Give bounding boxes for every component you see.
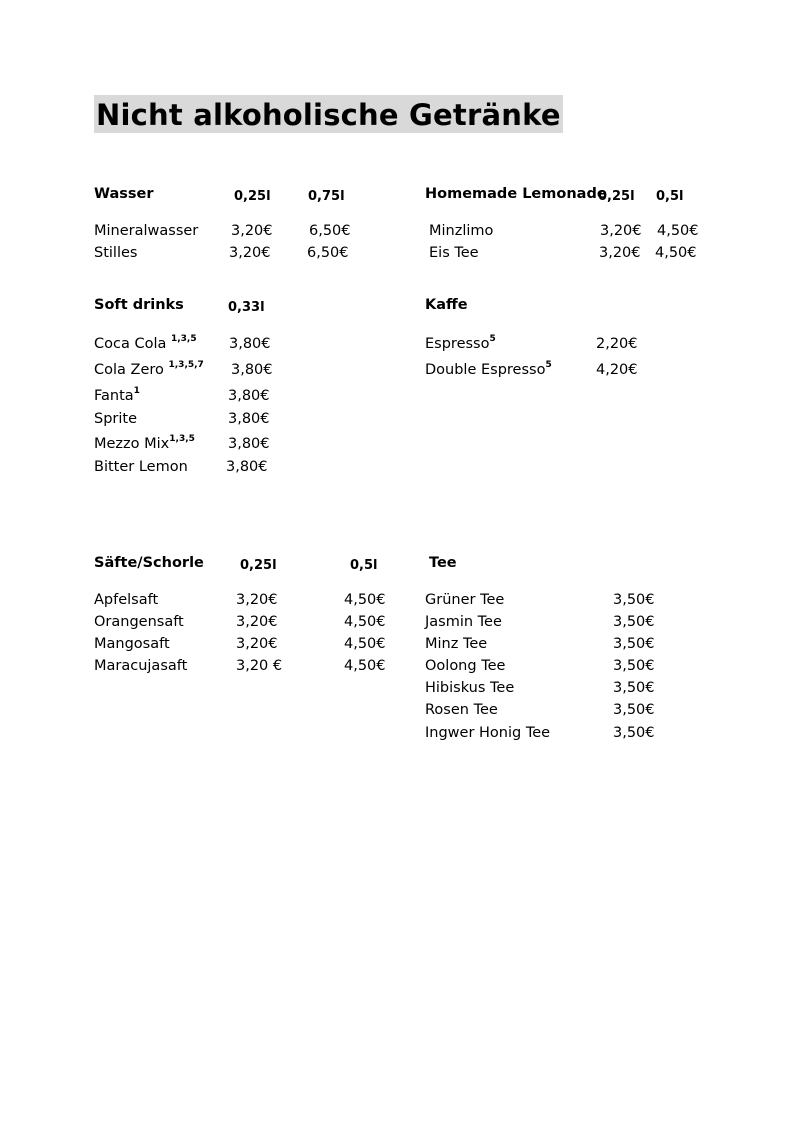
- allergen-codes: 1,3,5: [170, 334, 197, 344]
- allergen-codes: 5: [489, 334, 496, 344]
- menu-item-price: 3,80€: [228, 411, 270, 427]
- menu-item-price: 3,20€: [236, 636, 278, 652]
- section-heading-lemonade: Homemade Lemonade: [425, 186, 607, 202]
- menu-item-price: 3,50€: [613, 725, 655, 741]
- menu-item-name: Mangosaft: [94, 636, 170, 652]
- menu-item-name: Ingwer Honig Tee: [425, 725, 551, 741]
- menu-item-price: 4,50€: [655, 245, 697, 261]
- menu-item-price: 6,50€: [307, 245, 349, 261]
- menu-item-name: Eis Tee: [429, 245, 479, 261]
- volume-header: 0,25l: [240, 558, 277, 573]
- menu-item-price: 3,50€: [613, 592, 655, 608]
- menu-item-price: 3,80€: [226, 459, 268, 475]
- menu-item-name: Coca Cola $^{1,3,5}$: [94, 334, 197, 352]
- menu-item-price: 4,20€: [596, 362, 638, 378]
- menu-item-price: 3,20 €: [236, 658, 283, 674]
- menu-item-price: 3,20€: [231, 223, 273, 239]
- menu-item-name: Rosen Tee: [425, 702, 498, 718]
- menu-item-price: 3,20€: [236, 614, 278, 630]
- menu-item-price: 3,20€: [236, 592, 278, 608]
- menu-item-price: 4,50€: [344, 592, 386, 608]
- menu-item-price: 2,20€: [596, 336, 638, 352]
- menu-item-price: 4,50€: [657, 223, 699, 239]
- section-heading-tee: Tee: [429, 555, 457, 571]
- allergen-codes: 1: [133, 386, 140, 396]
- menu-item-price: 4,50€: [344, 614, 386, 630]
- menu-item-price: 3,80€: [228, 436, 270, 452]
- menu-item-price: 3,50€: [613, 658, 655, 674]
- menu-item-name: Mineralwasser: [94, 223, 199, 239]
- menu-item-name: Minz Tee: [425, 636, 488, 652]
- menu-item-name: Apfelsaft: [94, 592, 159, 608]
- volume-header: 0,5l: [656, 189, 684, 204]
- menu-item-name: Stilles: [94, 245, 138, 261]
- menu-item-name: Orangensaft: [94, 614, 184, 630]
- menu-item-name: Sprite: [94, 411, 138, 427]
- menu-item-price: 3,20€: [599, 245, 641, 261]
- section-heading-wasser: Wasser: [94, 186, 154, 202]
- page-title: Nicht alkoholische Getränke: [94, 95, 563, 133]
- menu-item-name: Bitter Lemon: [94, 459, 188, 475]
- menu-item-price: 4,50€: [344, 636, 386, 652]
- allergen-codes: 1,3,5,7: [168, 360, 204, 370]
- volume-header: 0,25l: [598, 189, 635, 204]
- section-heading-kaffe: Kaffe: [425, 297, 468, 313]
- menu-item-price: 3,20€: [229, 245, 271, 261]
- menu-item-name: Hibiskus Tee: [425, 680, 515, 696]
- menu-item-name: Oolong Tee: [425, 658, 506, 674]
- menu-item-name: Grüner Tee: [425, 592, 505, 608]
- volume-header: 0,33l: [228, 300, 265, 315]
- menu-item-name: Minzlimo: [429, 223, 494, 239]
- allergen-codes: 1,3,5: [169, 434, 195, 444]
- menu-item-price: 3,20€: [600, 223, 642, 239]
- volume-header: 0,75l: [308, 189, 345, 204]
- menu-item-name: Fanta$^1$: [94, 386, 140, 404]
- menu-item-name: Mezzo Mix$^{1,3,5}$: [94, 434, 195, 452]
- menu-item-name: Double Espresso$^5$: [425, 360, 552, 378]
- menu-item-price: 3,50€: [613, 702, 655, 718]
- menu-item-price: 3,80€: [228, 388, 270, 404]
- menu-item-name: Espresso$^5$: [425, 334, 496, 352]
- menu-item-price: 3,50€: [613, 636, 655, 652]
- menu-item-price: 3,80€: [231, 362, 273, 378]
- allergen-codes: 5: [545, 360, 552, 370]
- menu-item-price: 3,50€: [613, 614, 655, 630]
- menu-item-price: 3,50€: [613, 680, 655, 696]
- section-heading-softdrinks: Soft drinks: [94, 297, 184, 313]
- menu-item-name: Cola Zero $^{1,3,5,7}$: [94, 360, 204, 378]
- menu-item-name: Maracujasaft: [94, 658, 188, 674]
- menu-item-price: 6,50€: [309, 223, 351, 239]
- volume-header: 0,25l: [234, 189, 271, 204]
- volume-header: 0,5l: [350, 558, 378, 573]
- section-heading-saefte: Säfte/Schorle: [94, 555, 204, 571]
- menu-item-price: 4,50€: [344, 658, 386, 674]
- menu-item-name: Jasmin Tee: [425, 614, 502, 630]
- menu-item-price: 3,80€: [229, 336, 271, 352]
